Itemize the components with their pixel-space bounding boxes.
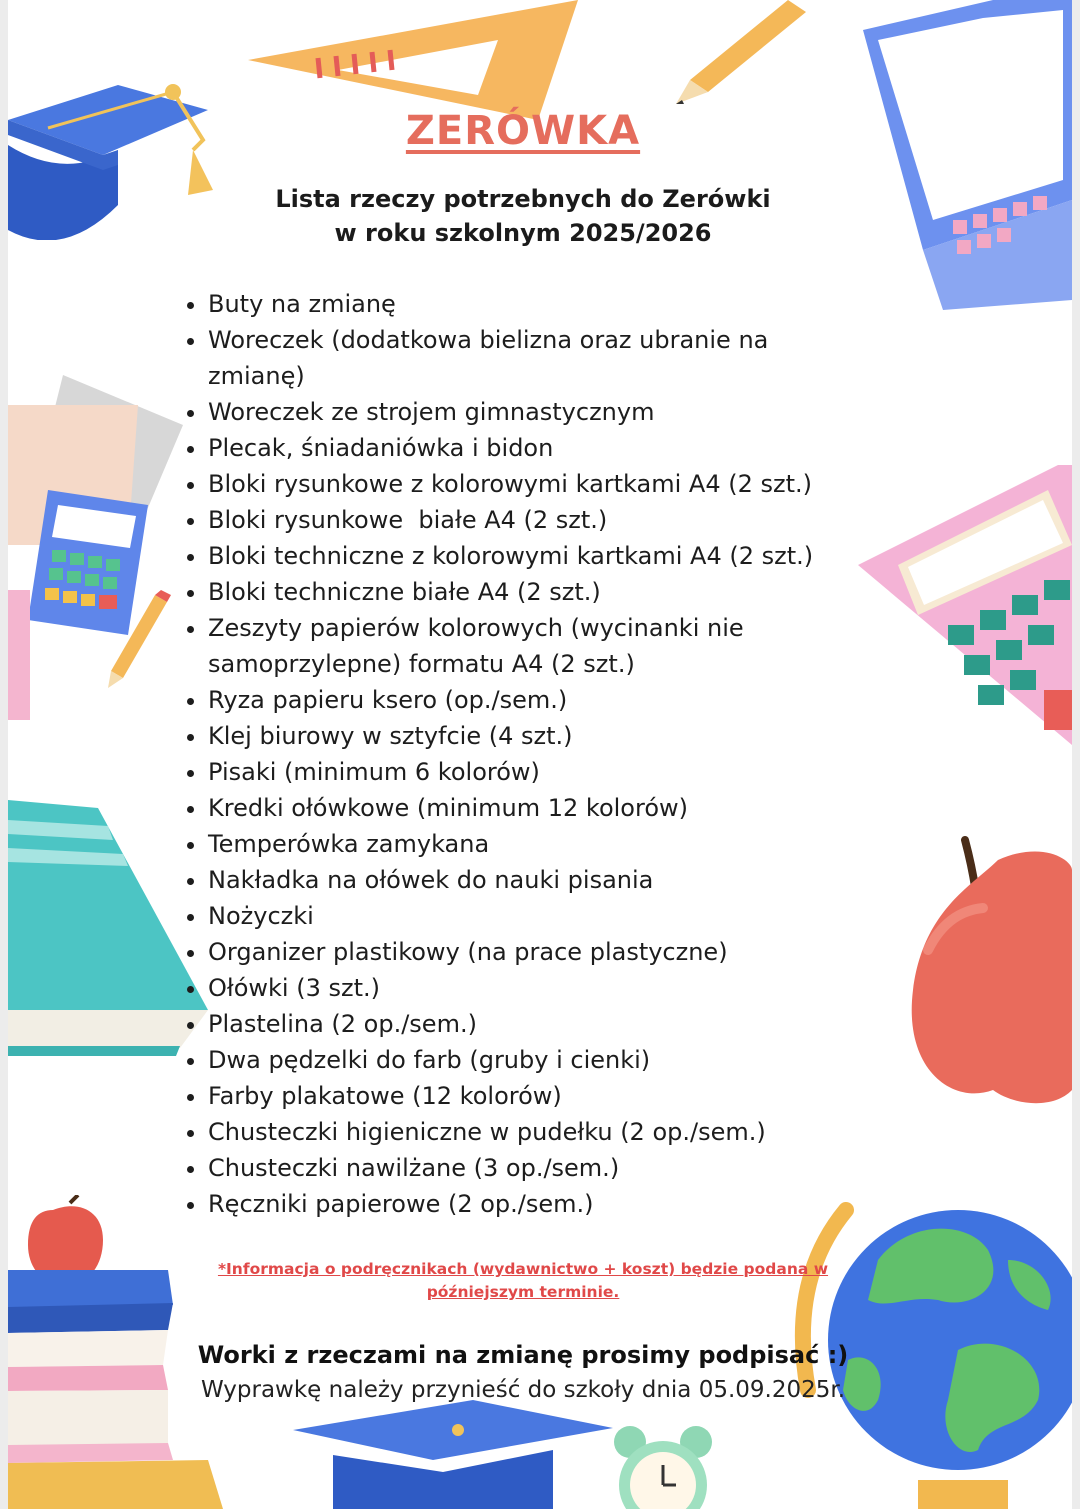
alarm-clock-icon (608, 1420, 718, 1509)
list-item: • Bloki rysunkowe z kolorowymi kartkami A4 (2 szt.) (208, 466, 858, 502)
page-title: ZERÓWKA (405, 108, 641, 154)
list-item: • Plecak, śniadaniówka i bidon (208, 430, 858, 466)
list-item: • Buty na zmianę (208, 286, 858, 322)
delivery-date-note: Wyprawkę należy przynieść do szkoły dnia 05.09.2025r. (200, 1377, 846, 1403)
pencil-icon (103, 590, 173, 690)
list-item: • Temperówka zamykana (208, 826, 858, 862)
laptop-icon (853, 0, 1072, 320)
list-item: • Ołówki (3 szt.) (208, 970, 858, 1006)
list-item: • Woreczek (dodatkowa bielizna oraz ubranie na zmianę) (208, 322, 858, 394)
list-item: • Zeszyty papierów kolorowych (wycinanki nie samoprzylepne) formatu A4 (2 szt.) (208, 610, 858, 682)
textbook-footnote: *Informacja o podręcznikach (wydawnictwo + koszt) będzie podana w późniejszym terminie. (217, 1260, 829, 1301)
apple-icon (903, 830, 1072, 1110)
supply-list (180, 286, 858, 1222)
list-item: • Bloki rysunkowe białe A4 (2 szt.) (208, 502, 858, 538)
list-item: • Kredki ołówkowe (minimum 12 kolorów) (208, 790, 858, 826)
pink-paper (8, 590, 30, 720)
subtitle-line-2: w roku szkolnym 2025/2026 (334, 219, 712, 247)
list-item: • Pisaki (minimum 6 kolorów) (208, 754, 858, 790)
document-page (8, 0, 1072, 1509)
closing-note: Worki z rzeczami na zmianę prosimy podpisać :) (197, 1341, 849, 1369)
list-item: • Organizer plastikowy (na prace plastyczne) (208, 934, 858, 970)
list-item: • Plastelina (2 op./sem.) (208, 1006, 858, 1042)
list-item: • Klej biurowy w sztyfcie (4 szt.) (208, 718, 858, 754)
subtitle (8, 182, 1038, 250)
graduation-cap-icon (293, 1400, 613, 1509)
list-item: • Nakładka na ołówek do nauki pisania (208, 862, 858, 898)
list-item: • Chusteczki higieniczne w pudełku (2 op./sem.) (208, 1114, 858, 1150)
pencil-icon (668, 0, 808, 110)
list-item: • Dwa pędzelki do farb (gruby i cienki) (208, 1042, 858, 1078)
list-item: • Farby plakatowe (12 kolorów) (208, 1078, 858, 1114)
list-item: • Bloki techniczne z kolorowymi kartkami A4 (2 szt.) (208, 538, 858, 574)
list-item: • Woreczek ze strojem gimnastycznym (208, 394, 858, 430)
pink-calculator-icon (858, 465, 1072, 765)
list-item: • Ręczniki papierowe (2 op./sem.) (208, 1186, 858, 1222)
list-item: • Bloki techniczne białe A4 (2 szt.) (208, 574, 858, 610)
subtitle-line-1: Lista rzeczy potrzebnych do Zerówki (275, 185, 771, 213)
list-item: • Chusteczki nawilżane (3 op./sem.) (208, 1150, 858, 1186)
list-item: • Ryza papieru ksero (op./sem.) (208, 682, 858, 718)
list-item: • Nożyczki (208, 898, 858, 934)
